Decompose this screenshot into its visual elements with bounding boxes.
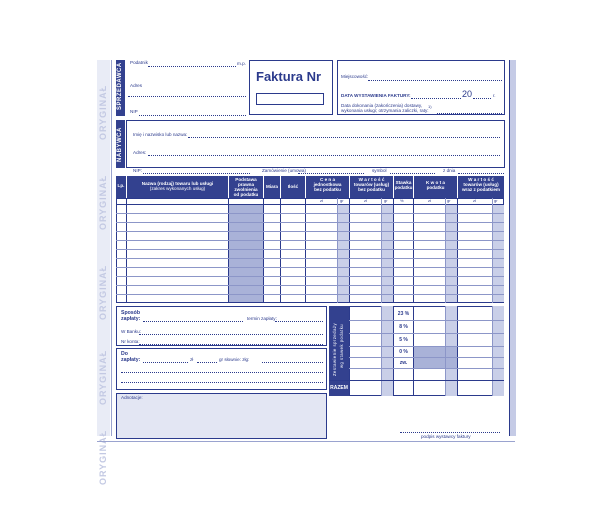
due-words-label: gr słownie: złg: — [219, 357, 250, 362]
col-tax-header-1: K w o t a — [426, 180, 445, 185]
title-box — [249, 60, 333, 115]
seller-tab — [116, 60, 125, 116]
buyer-tab-label: NABYWCA — [117, 127, 123, 162]
gross-gr: gr — [494, 198, 498, 203]
invoice-number-field[interactable] — [256, 93, 324, 105]
net-gr: gr — [384, 198, 388, 203]
summary-row — [349, 320, 504, 321]
rate-5: 5 % — [399, 337, 408, 343]
col-name-header-1: Nazwa (rodzaj) towaru lub usługi — [141, 181, 214, 186]
col-unit-header: Miara — [265, 184, 278, 189]
signature-label: podpis wystawcy faktury — [421, 434, 471, 439]
table-row[interactable] — [116, 231, 504, 232]
buyer-name-label: Imię i nazwisko lub nazwa: — [133, 132, 188, 137]
stripe-word: ORYGINAŁ — [98, 264, 108, 320]
invoice-title: Faktura Nr — [256, 69, 322, 84]
col-basis-header-2: prawna — [237, 182, 255, 187]
price-gr-shade — [337, 205, 349, 302]
table-row[interactable] — [116, 258, 504, 259]
stripe-edge — [111, 60, 112, 436]
summary-side-label-1: Zestawienie sprzedaży — [332, 322, 337, 376]
col-net-header-1: W a r t o ś ć — [358, 177, 385, 182]
gross-gr-shade — [492, 205, 504, 302]
tax-gr: gr — [447, 198, 451, 203]
price-zl: zł — [320, 198, 323, 203]
table-row[interactable] — [116, 267, 504, 268]
summary-row — [349, 346, 504, 347]
seller-adres-label: Adres — [130, 83, 143, 88]
summary-side-label — [329, 306, 349, 380]
due-label-2: zapłaty: — [121, 357, 141, 363]
net-gr-shade — [381, 205, 393, 302]
table-row[interactable] — [116, 294, 504, 295]
col-qty-header: Ilość — [287, 184, 299, 189]
stripe-word: ORYGINAŁ — [98, 349, 108, 405]
buyer-box — [126, 120, 505, 168]
summary-side-label-2: wg stawek podatku — [339, 323, 344, 368]
rate-8: 8 % — [399, 324, 408, 330]
place-label: Miejscowość: — [341, 74, 369, 79]
summary-row — [349, 357, 504, 358]
year-prefix: 20 — [462, 89, 473, 99]
table-row[interactable] — [116, 222, 504, 223]
col-gross-header-2: towarów (usług) — [463, 182, 499, 187]
summary-row — [349, 333, 504, 334]
col-gross-header-3: wraz z podatkiem — [461, 187, 501, 192]
payment-term-label: termin zapłaty: — [247, 316, 277, 321]
col-net-header-2: towarów (usług) — [353, 182, 390, 187]
price-gr: gr — [340, 198, 344, 203]
tax-gr-shade — [445, 205, 457, 302]
table-row[interactable] — [116, 285, 504, 286]
col-basis-header-4: od podatku — [233, 192, 259, 197]
buyer-address-label: Adres: — [133, 150, 147, 155]
order-symbol-label: symbol — [372, 168, 387, 173]
original-stripe — [97, 60, 110, 485]
order-date-label: z dnia — [443, 168, 456, 173]
order-label: Zamówienie (umowa) — [262, 168, 306, 173]
stripe-word: ORYGINAŁ — [98, 174, 108, 230]
seller-mp-label: m.p. — [237, 61, 246, 66]
col-rate-header-2: podatku — [394, 185, 413, 190]
due-zl-label: zł — [190, 357, 194, 362]
col-price-header-3: bez podatku — [314, 187, 341, 192]
due-box — [116, 348, 327, 390]
buyer-tab — [116, 120, 125, 168]
tax-zl: zł — [428, 198, 431, 203]
payment-method-label-1: Sposób — [121, 310, 141, 316]
seller-tab-label: SPRZEDAWCA — [117, 62, 123, 110]
buyer-nip-label: NIP: — [133, 168, 142, 173]
col-name-header-2: (zakres wykonanych usług) — [149, 186, 206, 191]
signature-line[interactable] — [400, 432, 500, 433]
due-label-1: Do — [121, 351, 128, 357]
col-basis-header-1: Podstawa — [235, 177, 257, 182]
table-row[interactable] — [116, 240, 504, 241]
stripe-word: ORYGINAŁ — [98, 84, 108, 140]
col-price-header-2: jednostkowa — [313, 182, 342, 187]
delivery-footnote: 1) — [428, 104, 432, 109]
issue-date-label: DATA WYSTAWIENIA FAKTURY: — [341, 93, 411, 98]
col-lp-header: Lp. — [117, 183, 125, 188]
col-price-header-1: C e n a — [319, 177, 336, 182]
seller-nip-label: NIP — [130, 109, 138, 114]
delivery-date-label-1: Data dokonania (zakończenia) dostawy, — [341, 103, 423, 108]
seller-podatnik-label: Podatnik — [130, 60, 148, 65]
payment-box — [116, 306, 327, 346]
table-row[interactable] — [116, 249, 504, 250]
year-suffix: r. — [493, 93, 496, 98]
summary-row — [349, 368, 504, 369]
total-label: RAZEM — [330, 385, 348, 391]
table-row[interactable] — [116, 213, 504, 214]
col-gross-header-1: W a r t o ś ć — [468, 177, 494, 182]
bank-label: W Banku: — [121, 329, 141, 334]
annotations-label: Adnotacje: — [121, 395, 143, 400]
payment-method-label-2: zapłaty: — [121, 316, 141, 322]
stripe-word: ORYGINAŁ — [98, 429, 108, 485]
rate-23: 23 % — [397, 311, 410, 317]
rate-pct: % — [400, 198, 404, 203]
delivery-date-label-2: wykonania usługi; otrzymania zaliczki, raty: — [341, 108, 429, 113]
net-zl: zł — [364, 198, 367, 203]
table-row[interactable] — [116, 276, 504, 277]
col-basis-header-3: zwolnienia — [234, 187, 258, 192]
account-label: Nr konta: — [121, 339, 140, 344]
rate-0: 0 % — [399, 349, 408, 355]
right-edge-strip — [509, 60, 516, 436]
col-tax-header-2: podatku — [426, 185, 445, 190]
col-net-header-3: bez podatku — [358, 187, 385, 192]
basis-column-shade — [229, 205, 263, 302]
gross-zl: zł — [473, 198, 476, 203]
col-rate-header-1: Stawka — [395, 180, 412, 185]
rate-exempt: zw. — [399, 360, 408, 366]
summary-row — [329, 380, 504, 381]
